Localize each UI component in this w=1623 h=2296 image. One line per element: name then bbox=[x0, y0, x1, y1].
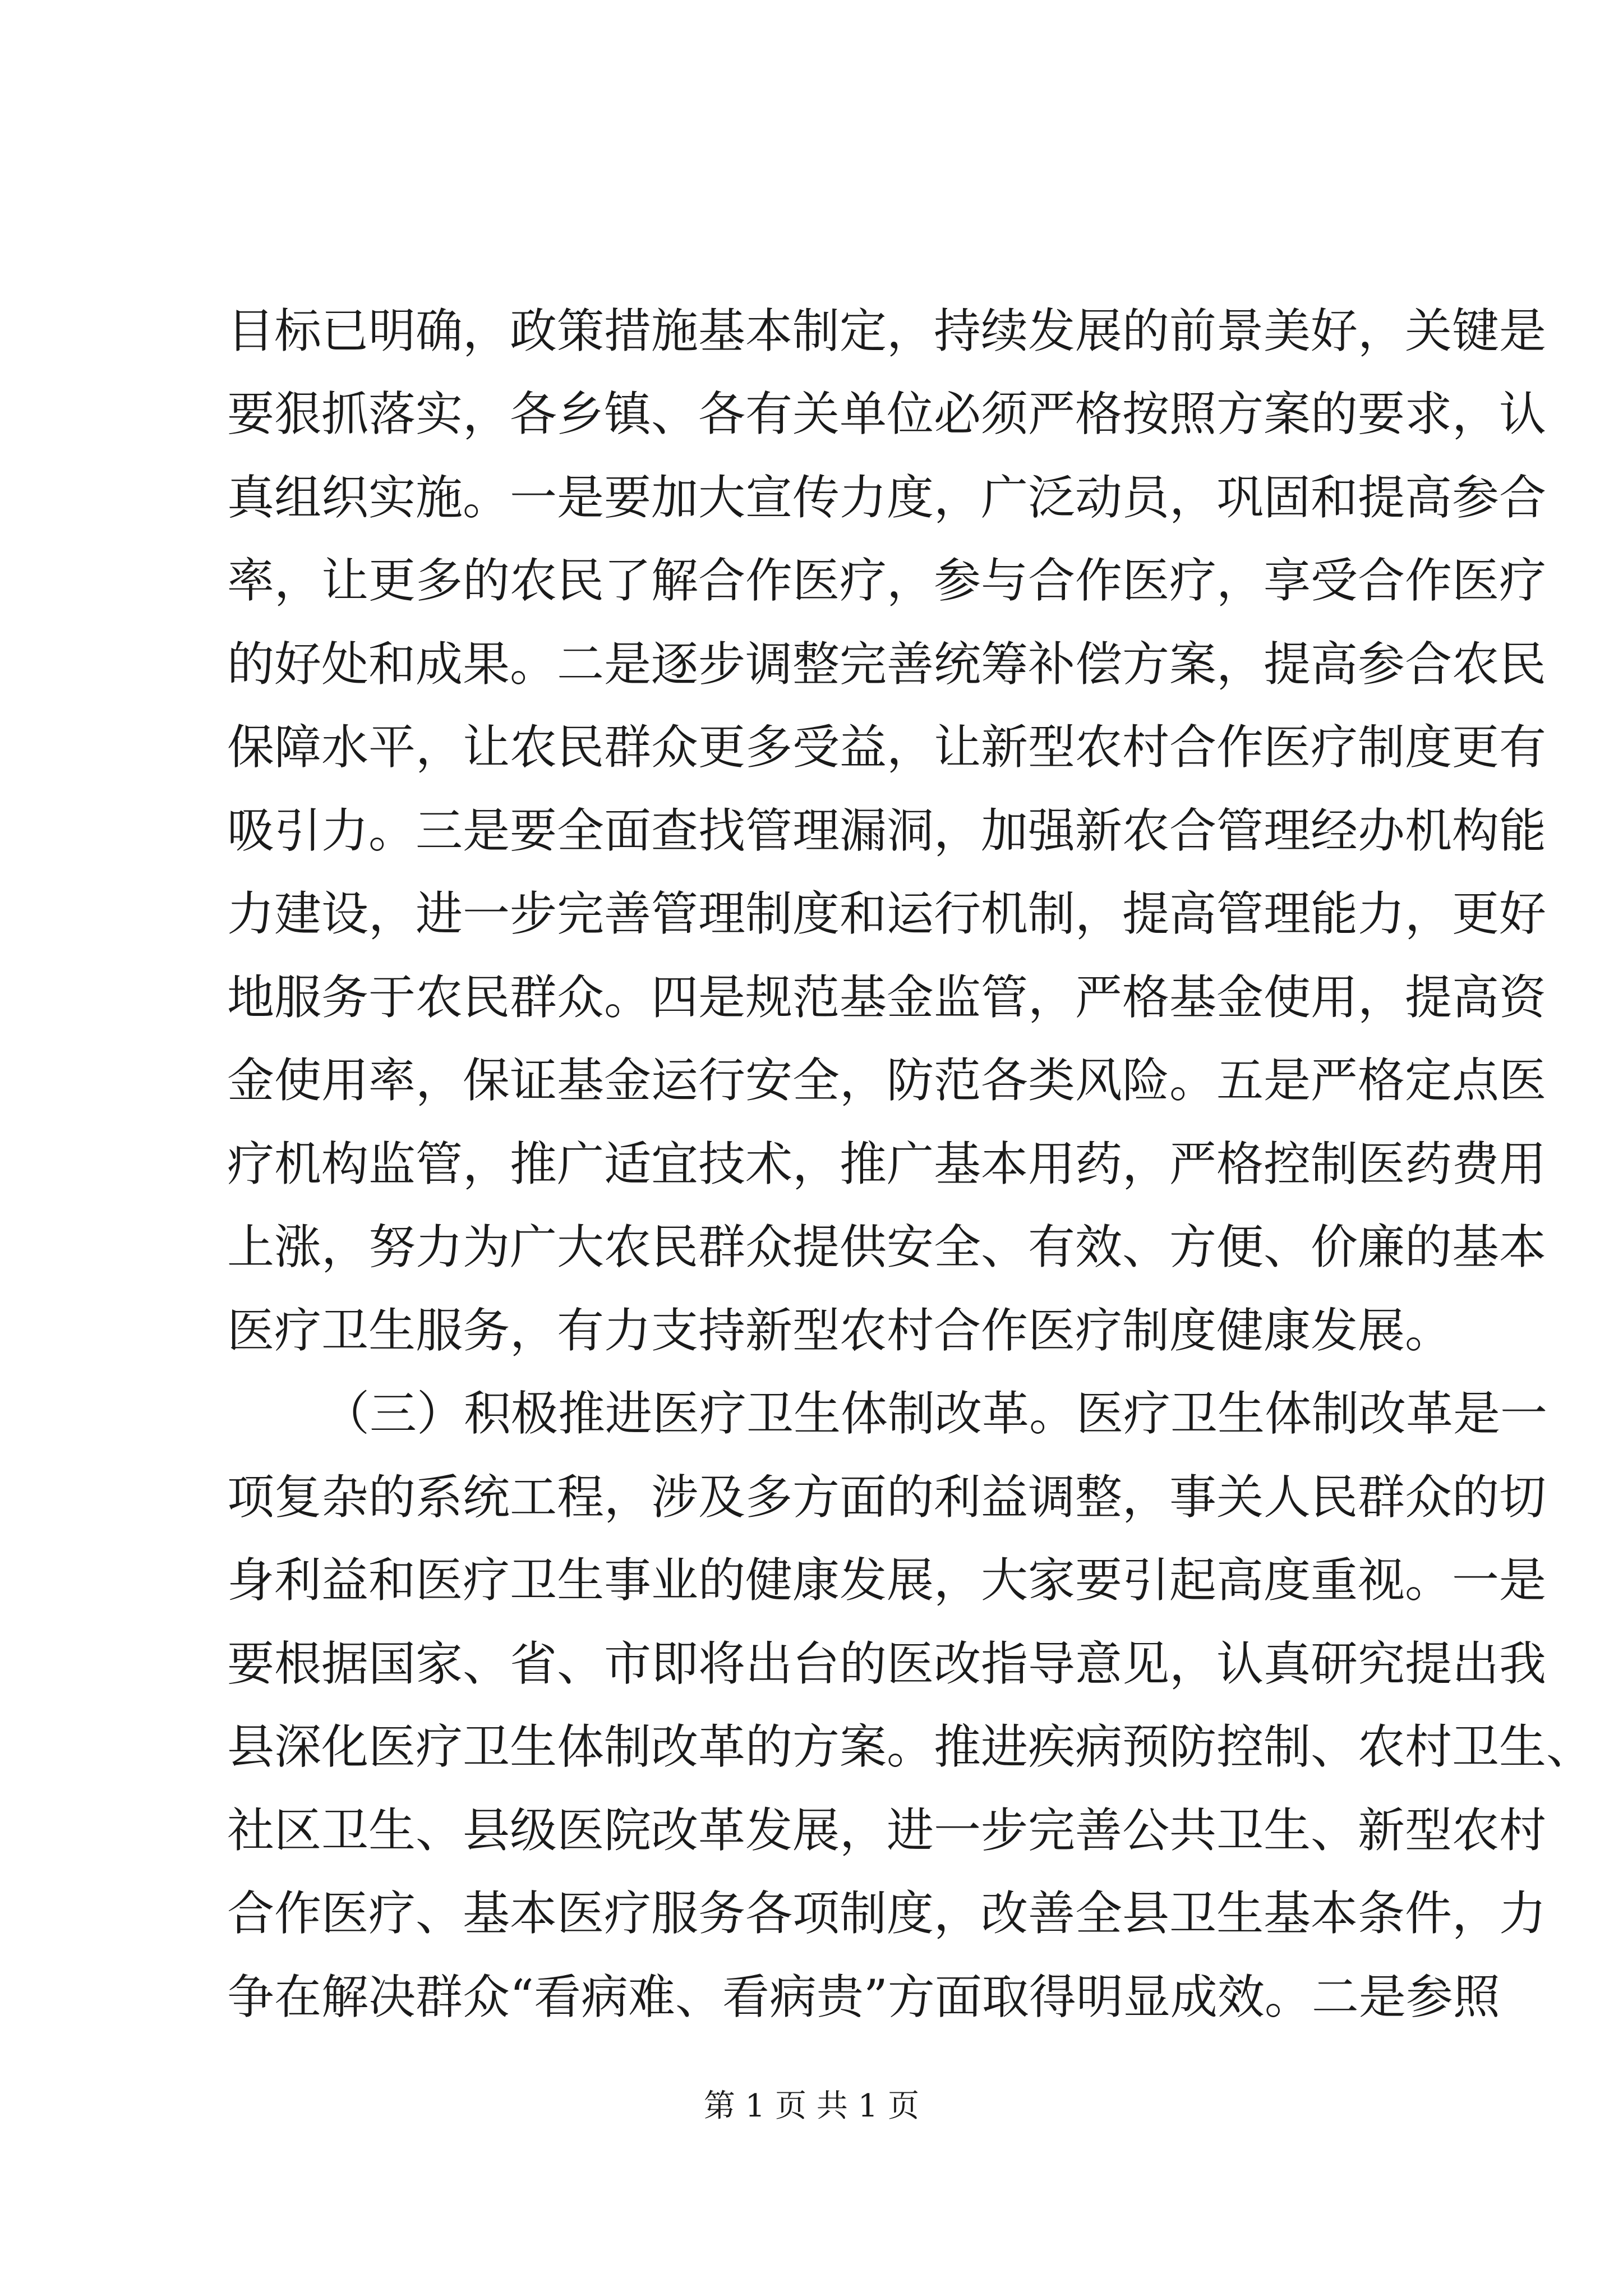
body-text-line: 上涨，努力为广大农民群众提供安全、有效、方便、价廉的基本 bbox=[227, 1220, 1547, 1274]
body-text-line: 地服务于农民群众。四是规范基金监管，严格基金使用，提高资 bbox=[227, 970, 1547, 1025]
body-text-line: 合作医疗、基本医疗服务各项制度，改善全县卫生基本条件，力 bbox=[227, 1886, 1547, 1941]
body-text-line: 金使用率，保证基金运行安全，防范各类风险。五是严格定点医 bbox=[227, 1053, 1547, 1108]
body-text-line: 要根据国家、省、市即将出台的医改指导意见，认真研究提出我 bbox=[227, 1636, 1547, 1691]
page-footer: 第 1 页 共 1 页 bbox=[703, 2088, 920, 2124]
body-text-line: 社区卫生、县级医院改革发展，进一步完善公共卫生、新型农村 bbox=[227, 1803, 1547, 1858]
body-text-line: 县深化医疗卫生体制改革的方案。推进疾病预防控制、农村卫生、 bbox=[227, 1719, 1594, 1774]
body-text-line: 保障水平，让农民群众更多受益，让新型农村合作医疗制度更有 bbox=[227, 720, 1547, 775]
body-text-line: 目标已明确，政策措施基本制定，持续发展的前景美好，关键是 bbox=[227, 303, 1547, 358]
body-text-line: 项复杂的系统工程，涉及多方面的利益调整，事关人民群众的切 bbox=[227, 1470, 1547, 1525]
body-text-line: 的好处和成果。二是逐步调整完善统筹补偿方案，提高参合农民 bbox=[227, 637, 1547, 692]
body-text-line: 真组织实施。一是要加大宣传力度，广泛动员，巩固和提高参合 bbox=[227, 470, 1547, 525]
body-text-line: 身利益和医疗卫生事业的健康发展，大家要引起高度重视。一是 bbox=[227, 1553, 1547, 1608]
body-text-line: 吸引力。三是要全面查找管理漏洞，加强新农合管理经办机构能 bbox=[227, 803, 1547, 858]
section-heading-line: （三）积极推进医疗卫生体制改革。医疗卫生体制改革是一 bbox=[322, 1386, 1548, 1441]
body-text-line: 争在解决群众“看病难、看病贵”方面取得明显成效。二是参照 bbox=[227, 1970, 1500, 2024]
body-text-line: 要狠抓落实，各乡镇、各有关单位必须严格按照方案的要求，认 bbox=[227, 386, 1547, 441]
body-text-line: 疗机构监管，推广适宜技术，推广基本用药，严格控制医药费用 bbox=[227, 1137, 1547, 1191]
body-text-line: 力建设，进一步完善管理制度和运行机制，提高管理能力，更好 bbox=[227, 886, 1547, 941]
paragraph-last-line: 医疗卫生服务，有力支持新型农村合作医疗制度健康发展。 bbox=[227, 1303, 1453, 1358]
body-text-line: 率，让更多的农民了解合作医疗，参与合作医疗，享受合作医疗 bbox=[227, 553, 1547, 608]
